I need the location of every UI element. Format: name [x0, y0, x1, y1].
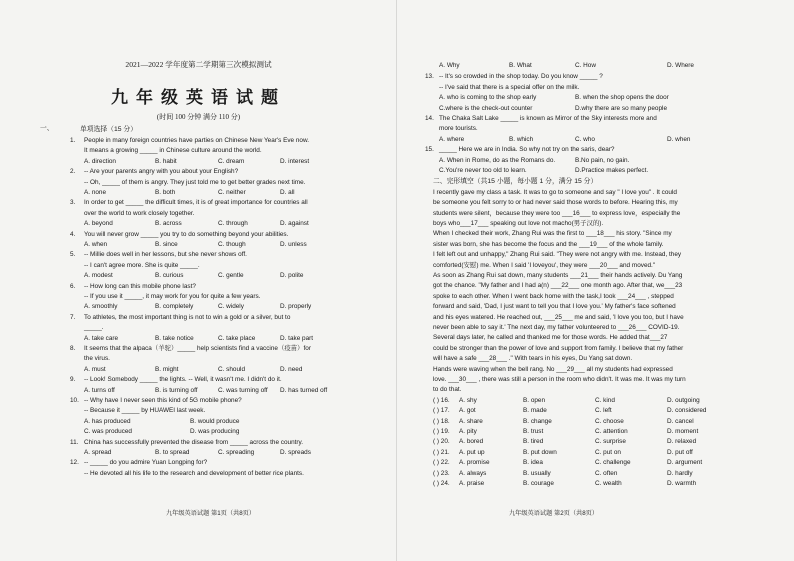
choice-option: C. attention	[595, 428, 628, 435]
choice-option: A. pity	[459, 428, 477, 435]
question-text: -- It's so crowded in the shop today. Do you know _____ ?	[439, 73, 603, 81]
page-1-footer: 九年级英语试题 第1页（共8页）	[166, 510, 256, 517]
choice-option: D. considered	[667, 407, 707, 415]
answer-option: A. modest	[84, 272, 113, 280]
passage-line: I recently gave my class a task. It was to go to someone and say " I love you" . It could	[433, 188, 677, 196]
question-text: -- Millie does well in her lessons, but she never shows off.	[84, 251, 247, 259]
choice-option: A. got	[459, 407, 476, 415]
answer-option: B. both	[155, 189, 176, 196]
answer-option: A. has produced	[84, 417, 131, 425]
question-number: 6.	[70, 282, 76, 290]
passage-line: I felt left out and unhappy," Zhang Rui said. "They were not angry with me. Instead, they	[433, 251, 682, 259]
question-text: over the world to work closely together.	[84, 209, 195, 217]
choice-option: D. cancel	[667, 417, 694, 425]
question-text: -- Oh, _____ of them is angry. They just told me to get better grades next time.	[84, 178, 306, 186]
choice-option: B. trust	[523, 428, 544, 435]
choice-number: ( ) 16.	[433, 396, 450, 404]
choice-option: D. hardly	[667, 469, 693, 477]
question-text: -- _____ do you admire Yuan Longping for?	[84, 459, 208, 467]
passage-line: Hands were waving when the bell rang. No ___29___ all my students had expressed	[433, 365, 673, 373]
choice-option: D. relaxed	[667, 438, 697, 446]
answer-option: A. when	[84, 241, 108, 248]
passage-line: and his eyes watered. He reached out, ___25___ me and said, 'I love you too, but I have	[433, 313, 684, 321]
choice-option: B. put down	[523, 448, 557, 456]
question-number: 11.	[70, 438, 79, 446]
passage-line: When I checked their work, Zhang Rui was the first to ___18___ his story. "Since my	[433, 230, 672, 238]
answer-option: D.why there are so many people	[575, 104, 668, 112]
answer-option: B. What	[509, 62, 532, 69]
question-number: 4.	[70, 230, 76, 238]
answer-option: B. take notice	[155, 334, 194, 342]
choice-option: A. shy	[459, 396, 477, 404]
answer-option: A. When in Rome, do as the Romans do.	[439, 156, 556, 164]
question-number: 12.	[70, 459, 79, 467]
answer-option: A. direction	[84, 157, 116, 165]
answer-option: D. was producing	[190, 428, 240, 436]
choice-option: A. praise	[459, 480, 485, 487]
answer-option: D. polite	[280, 272, 304, 280]
answer-option: D.Practice makes perfect.	[575, 167, 649, 174]
answer-option: C. was produced	[84, 428, 132, 436]
answer-option: A. smoothly	[84, 303, 118, 311]
choice-option: D. outgoing	[667, 396, 700, 404]
exam-page-2	[397, 0, 794, 561]
answer-option: A. take care	[84, 334, 119, 342]
exam-header	[0, 60, 397, 70]
answer-option: B. completely	[155, 303, 194, 311]
choice-option: B. made	[523, 407, 547, 415]
choice-option: C. challenge	[595, 459, 631, 467]
choice-option: A. share	[459, 417, 483, 425]
passage-line: be someone you felt sorry to or had never said those words to before. Hearing this, my	[433, 199, 678, 207]
answer-option: B. is turning off	[155, 386, 198, 394]
choice-option: B. tired	[523, 438, 544, 446]
choice-option: A. bored	[459, 438, 484, 446]
answer-option: C. dream	[218, 157, 245, 165]
question-text: _____.	[84, 324, 104, 332]
answer-option: B. habit	[155, 157, 177, 165]
answer-option: D. against	[280, 220, 309, 228]
answer-option: C. widely	[218, 303, 244, 311]
choice-option: C. left	[595, 407, 612, 415]
choice-number: ( ) 19.	[433, 428, 450, 435]
passage-line: comforted(安慰) me. When I said 'I loveyou', they were ___20___ and moved."	[433, 261, 656, 269]
section1-number: 一、	[40, 125, 54, 132]
passage-line: never been able to say it.' The next day, my father volunteered to ___26___ COVID-19.	[433, 324, 680, 331]
question-text: You will never grow _____ you try to do something beyond your abilities.	[84, 230, 289, 238]
question-number: 8.	[70, 345, 76, 352]
answer-option: B. since	[155, 241, 178, 248]
passage-line: to do that.	[433, 386, 462, 394]
choice-option: B. open	[523, 396, 546, 404]
answer-option: A. must	[84, 365, 106, 373]
question-text: -- I can't agree more. She is quite _____.	[84, 261, 200, 269]
choice-option: C. wealth	[595, 480, 622, 487]
passage-line: got the chance. "My father and I had a(n) ___22___ one month ago. After that, we___23	[433, 282, 683, 290]
answer-option: D. when	[667, 135, 691, 143]
answer-option: B. across	[155, 220, 182, 228]
choice-number: ( ) 18.	[433, 417, 450, 425]
passage-line: boys who___17___ speaking out love not macho(男子汉的).	[433, 220, 604, 227]
answer-option: A. where	[439, 135, 465, 143]
choice-option: D. argument	[667, 459, 703, 467]
question-text: more tourists.	[439, 125, 478, 133]
question-text: To athletes, the most important thing is not to win a gold or a silver, but to	[84, 313, 291, 321]
answer-option: C. How	[575, 62, 596, 69]
question-number: 7.	[70, 313, 76, 321]
question-text: -- Look! Somebody _____ the lights. -- Well, it wasn't me. I didn't do it.	[84, 376, 282, 384]
choice-number: ( ) 20.	[433, 438, 450, 446]
answer-option: D. all	[280, 189, 295, 196]
question-text: -- If you use it _____, it may work for you for quite a few years.	[84, 293, 261, 300]
exam-time-score: (时间 100 分钟 满分 110 分)	[156, 113, 241, 121]
choice-number: ( ) 23.	[433, 469, 450, 477]
question-text: It seems that the alpaca（羊驼）_____ help scientists find a vaccine（疫苗）for	[84, 345, 311, 352]
choice-number: ( ) 24.	[433, 480, 450, 487]
choice-number: ( ) 22.	[433, 459, 450, 467]
answer-option: B. would produce	[190, 417, 240, 425]
choice-option: A. promise	[459, 459, 490, 467]
page-2-footer: 九年级英语试题 第2页（共8页）	[509, 510, 599, 517]
passage-line: love. ___30___ , there was still a person in the room who didn't. It was me. It was my turn	[433, 376, 686, 383]
question-number: 15.	[425, 146, 434, 154]
choice-option: D. warmth	[667, 480, 697, 487]
answer-option: D. unless	[280, 241, 307, 248]
question-number: 14.	[425, 115, 434, 122]
answer-option: A. spread	[84, 449, 112, 456]
answer-option: A. none	[84, 189, 107, 196]
question-text: -- I've said that there is a special offer on the milk.	[439, 83, 580, 91]
passage-line: As soon as Zhang Rui sat down, many students ___21___ their hands actively. Du Yang	[433, 272, 683, 279]
question-number: 5.	[70, 251, 76, 259]
answer-option: B. which	[509, 135, 534, 143]
passage-line: could be stronger than the power of love and support from family. I believe that my father	[433, 344, 684, 352]
answer-option: A. turns off	[84, 386, 115, 394]
choice-option: B. idea	[523, 459, 543, 467]
choice-option: B. change	[523, 417, 552, 425]
answer-option: C. gentle	[218, 272, 244, 280]
question-text: -- He devoted all his life to the research and development of better rice plants.	[84, 469, 304, 477]
passage-line: spoke to each other. When I went back home with the task,I took ___24___ , stepped	[433, 292, 674, 300]
answer-option: D. properly	[280, 303, 312, 311]
choice-option: B. courage	[523, 480, 554, 487]
question-text: _____ Here we are in India. So why not try on the saris, dear?	[439, 146, 615, 154]
choice-number: ( ) 17.	[433, 407, 450, 415]
answer-option: D. has turned off	[280, 386, 328, 394]
question-text: -- Are your parents angry with you about your English?	[84, 168, 239, 176]
answer-option: B.No pain, no gain.	[575, 156, 630, 164]
passage-line: students were silent，because they were too ___16___ to express love，especially the	[433, 209, 681, 217]
choice-option: C. choose	[595, 417, 624, 425]
answer-option: C. neither	[218, 189, 246, 196]
passage-line: sister was born, she has become the focus and the ___19___ of the whole family.	[433, 240, 664, 248]
answer-option: A. who is coming to the shop early	[439, 94, 537, 102]
question-number: 10.	[70, 397, 79, 404]
choice-option: C. often	[595, 469, 618, 477]
section2-title: 二、完形填空（共15 小题，每小题 1 分，满分 15 分）	[433, 178, 598, 186]
question-text: It means a growing _____ in Chinese culture around the world.	[84, 147, 262, 155]
choice-option: A. put up	[459, 448, 485, 456]
answer-option: D. interest	[280, 157, 310, 165]
exam-title: 九年级英语试题	[111, 88, 286, 108]
passage-line: Several days later, he called and thanked me for those words. He added that___27	[433, 334, 668, 342]
answer-option: D. take part	[280, 334, 314, 342]
question-number: 13.	[425, 73, 434, 81]
exam-subtitle: 2021—2022 学年度第二学期第三次模拟测试	[125, 60, 272, 69]
question-number: 9.	[70, 376, 76, 384]
question-text: In order to get _____ the difficult times, it is of great importance for countries all	[84, 199, 308, 207]
answer-option: C. though	[218, 241, 246, 248]
answer-option: D. need	[280, 365, 303, 373]
question-text: -- Why have I never seen this kind of 5G mobile phone?	[84, 397, 242, 404]
answer-option: A. Why	[439, 62, 460, 69]
choice-option: A. always	[459, 469, 487, 477]
question-text: People in many foreign countries have parties on Chinese New Year's Eve now.	[84, 137, 310, 144]
passage-line: will have a safe ___28___ ." With tears in his eyes, Du Yang sat down.	[433, 355, 633, 363]
answer-option: D. spreads	[280, 449, 311, 456]
choice-option: D. moment	[667, 428, 699, 435]
answer-option: C. was turning off	[218, 386, 268, 394]
choice-option: D. put off	[667, 448, 693, 456]
answer-option: C. through	[218, 220, 248, 228]
choice-option: C. surprise	[595, 438, 626, 446]
passage-line: forward and said, 'Dad, I just want to tell you that I love you.' My father's face softened	[433, 303, 676, 311]
answer-option: C.where is the check-out counter	[439, 104, 533, 112]
question-text: The Chaka Salt Lake _____ is known as Mirror of the Sky interests more and	[439, 115, 657, 122]
answer-option: C.You're never too old to learn.	[439, 167, 527, 174]
question-text: -- How long can this mobile phone last?	[84, 282, 196, 290]
answer-option: C. spreading	[218, 449, 255, 456]
question-number: 3.	[70, 199, 76, 207]
question-text: the virus.	[84, 355, 110, 363]
question-text: -- Because it _____ by HUAWEI last week.	[84, 407, 206, 415]
answer-option: B. to spread	[155, 449, 190, 456]
section1-title: 单项选择（15 分）	[80, 126, 138, 133]
question-text: China has successfully prevented the disease from _____ across the country.	[84, 438, 304, 446]
answer-option: B. might	[155, 365, 179, 373]
question-number: 1.	[70, 137, 76, 144]
choice-option: C. put on	[595, 448, 621, 456]
answer-option: A. beyond	[84, 220, 113, 228]
answer-option: B. curious	[155, 272, 184, 280]
answer-option: C. who	[575, 135, 595, 143]
choice-number: ( ) 21.	[433, 448, 450, 456]
question-number: 2.	[70, 168, 76, 176]
choice-option: B. usually	[523, 469, 551, 477]
choice-option: C. kind	[595, 396, 615, 404]
answer-option: D. Where	[667, 62, 694, 69]
answer-option: C. should	[218, 365, 245, 373]
answer-option: C. take place	[218, 334, 256, 342]
answer-option: B. when the shop opens the door	[575, 94, 669, 102]
